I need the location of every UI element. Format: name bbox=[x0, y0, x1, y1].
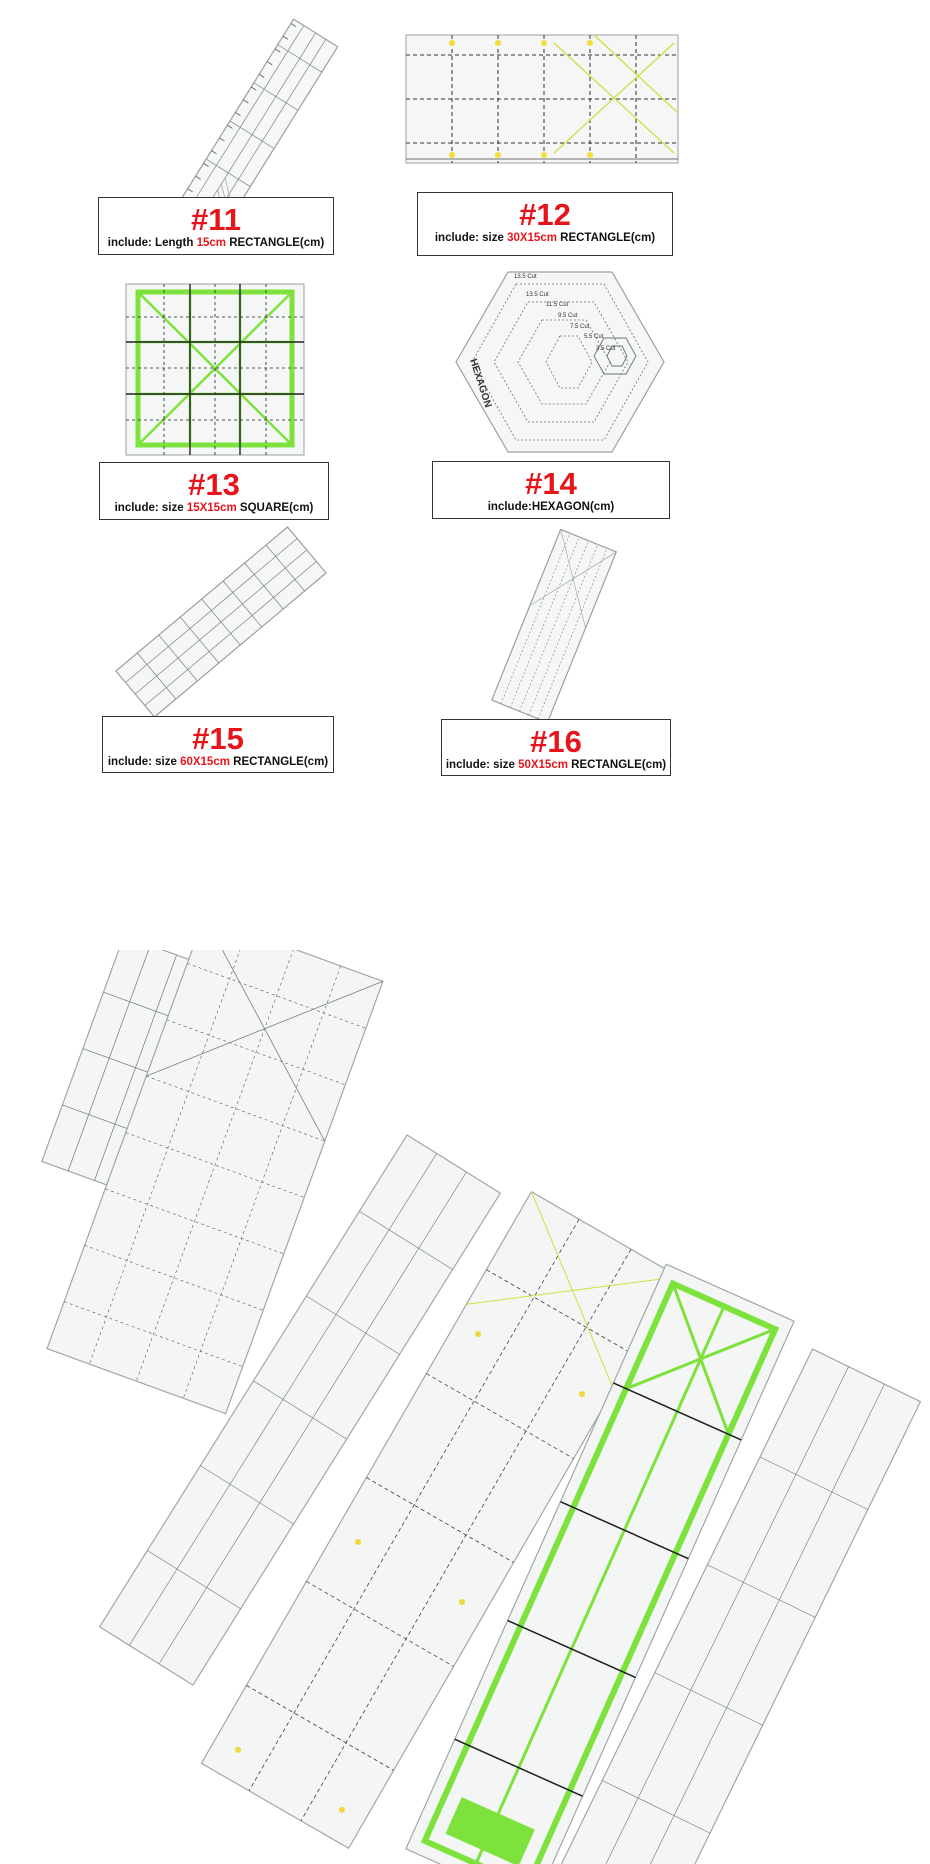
ruler-16-description: include: size 50X15cm RECTANGLE(cm) bbox=[445, 759, 667, 771]
hex-cut-label-7: 3.5 Cut bbox=[596, 346, 616, 352]
ruler-16-number: #16 bbox=[530, 724, 582, 759]
ruler-13-image bbox=[124, 282, 306, 457]
hex-cut-label-6: 5.5 Cut bbox=[584, 334, 604, 340]
rulers-group-photo bbox=[0, 950, 930, 1864]
ruler-15-description: include: size 60X15cm RECTANGLE(cm) bbox=[107, 756, 329, 768]
ruler-14-image bbox=[454, 268, 666, 456]
ruler-12-image bbox=[404, 33, 680, 165]
ruler-16-label bbox=[441, 719, 671, 776]
ruler-11-label bbox=[98, 197, 334, 255]
ruler-11-number: #11 bbox=[190, 202, 241, 237]
hex-cut-label-4: 9.5 Cut bbox=[558, 313, 578, 319]
ruler-15-image bbox=[126, 532, 316, 712]
hex-cut-label-3: 11.5 Cut bbox=[546, 302, 569, 308]
ruler-14-label bbox=[432, 461, 670, 519]
ruler-16-image bbox=[484, 536, 624, 716]
ruler-15-number: #15 bbox=[192, 721, 244, 756]
hex-cut-label-5: 7.5 Cut bbox=[570, 324, 590, 330]
ruler-11-description: include: Length 15cm RECTANGLE(cm) bbox=[107, 237, 325, 249]
ruler-12-label bbox=[417, 192, 673, 256]
ruler-14-description: include:HEXAGON(cm) bbox=[487, 501, 615, 513]
ruler-15-label bbox=[102, 716, 334, 773]
ruler-13-number: #13 bbox=[188, 467, 240, 502]
ruler-14-number: #14 bbox=[525, 466, 577, 501]
hex-cut-label-2: 13.5 Cut bbox=[526, 292, 549, 298]
ruler-13-label bbox=[99, 462, 329, 520]
hexagon-print: HEXAGON bbox=[467, 357, 494, 410]
ruler-12-description: include: size 30X15cm RECTANGLE(cm) bbox=[434, 232, 656, 244]
ruler-12-number: #12 bbox=[519, 197, 571, 232]
hex-cut-label-1: 13.5 Cut bbox=[514, 274, 537, 280]
ruler-13-description: include: size 15X15cm SQUARE(cm) bbox=[114, 502, 314, 514]
